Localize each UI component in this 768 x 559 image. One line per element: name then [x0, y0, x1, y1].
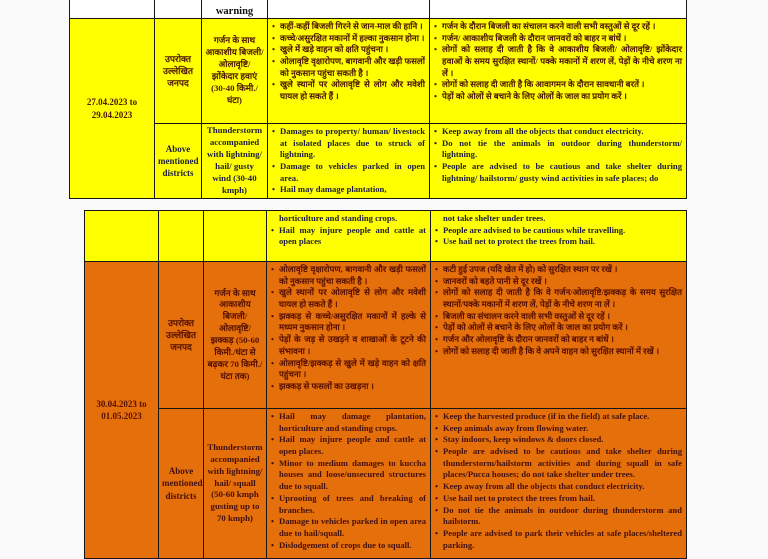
list-item [435, 276, 682, 288]
list-item [435, 287, 682, 310]
list-item [272, 33, 425, 45]
list-item-text: Minor to medium damages to kuccha houses and loose/unsecured structures due to squall. [279, 457, 426, 492]
bullet-icon: • [435, 446, 439, 457]
list-item-text: Keep away from all the objects that conduct electricity. [443, 481, 645, 492]
warning-cell-english: Thunderstorm accompanied with lightning/ hail/ gusty wind (30-40 kmph) [202, 124, 268, 199]
list-item-text: ओलावृष्टि/झक्कड़ से खुले में खड़े वाहन को क्षति पहुंचना । [279, 357, 426, 380]
list-item-text: जानवरों को बहते पानी से दूर रखें । [443, 275, 547, 286]
table-header-row [70, 0, 687, 19]
bullet-icon: • [271, 264, 275, 274]
bullet-icon: • [435, 434, 439, 445]
bullet-icon: • [271, 516, 275, 527]
districts-cell-english: Above mentioned districts [155, 124, 202, 199]
list-item-text: Damage to vehicles parked in open area. [280, 161, 425, 183]
list-item-text: Do not tie the animals in outdoor during thunderstorm and hailstorm. [443, 504, 682, 527]
list-item [271, 287, 426, 310]
list-item-text: Hail may injure people and cattle at open places [279, 224, 426, 247]
list-item [272, 21, 425, 33]
bullet-icon: • [271, 539, 275, 550]
districts-cell-hindi: उपरोक्त उल्लेखित जनपद [159, 262, 204, 409]
bullet-icon: • [435, 236, 439, 247]
bullet-icon: • [272, 184, 276, 195]
advisory-continuation-cell [431, 211, 687, 262]
list-item [272, 161, 425, 184]
bullet-icon: • [271, 434, 275, 445]
bullet-icon: • [435, 310, 439, 321]
bullet-icon: • [435, 345, 439, 356]
list-item [435, 264, 682, 276]
list-item-text: लोगों को सलाह दी जाती है कि आवागमन के दौरान सावधानी बरतें । [442, 79, 645, 90]
warning-cell-english: Thunderstorm accompanied with lightning/ hail/ squall (50-60 kmph gusting up to 70 kmph) [204, 409, 267, 559]
bullet-icon: • [434, 44, 438, 55]
list-item [272, 126, 425, 161]
bullet-icon: • [271, 310, 275, 321]
list-item [435, 346, 682, 358]
list-item [435, 505, 682, 528]
list-item [435, 481, 682, 493]
list-item [435, 311, 682, 323]
list-item [434, 126, 682, 138]
list-item [271, 434, 426, 457]
header-warning-cell: warning [202, 0, 268, 19]
impacts-cell-hindi [268, 19, 430, 124]
bullet-icon: • [435, 422, 439, 433]
date-cell: 27.04.2023 to 29.04.2023 [70, 19, 155, 199]
list-item [435, 236, 682, 248]
advisory-cell-english [431, 409, 687, 559]
list-item [435, 423, 682, 435]
list-item [271, 358, 426, 381]
list-item-text: कच्चे/असुरक्षित मकानों में हल्का नुकसान होना । [280, 32, 425, 43]
list-item [271, 493, 426, 516]
list-item [271, 311, 426, 334]
bullet-icon: • [434, 137, 438, 148]
bullet-icon: • [435, 504, 439, 515]
list-item-text: Damage to vehicles parked in open area due to hail/squall. [279, 516, 426, 538]
bullet-icon: • [434, 91, 438, 102]
warning-cell-hindi: गर्जन के साथ आकाशीय बिजली/ ओलावृष्टि/ झक्कड़ (50-60 किमी./घंटा से बढ़कर 70 किमी./घंटा तक) [204, 262, 267, 409]
list-item [434, 79, 682, 91]
list-item-text: पेड़ों को ओलों से बचाने के लिए ओलों के जाल का प्रयोग करें । [442, 91, 627, 102]
list-item [271, 334, 426, 357]
list-item [434, 21, 682, 33]
list-item [434, 161, 682, 184]
list-item [272, 44, 425, 56]
list-item [435, 528, 682, 551]
list-item-text: Use hail net to protect the trees from hail. [443, 492, 596, 503]
list-item-text: लोगों को सलाह दी जाती है कि वे आकाशीय बिजली/ ओलावृष्टि/ झोंकेदार हवाओं के समय सुरक्षित स्थानों/ पक्के मकानों में शरण लें, पेड़ों के नीचे शरण ना लें । [442, 44, 682, 78]
list-item [434, 91, 682, 103]
list-item-text: कहीं-कहीं बिजली गिरने से जान-माल की हानि । [280, 21, 423, 31]
list-item [272, 56, 425, 79]
districts-cell-hindi: उपरोक्त उल्लेखित जनपद [155, 19, 202, 124]
bullet-icon: • [435, 224, 439, 235]
districts-cell-english: Above mentioned districts [159, 409, 204, 559]
list-item-text: Hail may injure people and cattle at open places. [279, 434, 426, 457]
bullet-icon: • [435, 527, 439, 538]
header-advisory-cell [430, 0, 687, 19]
impacts-cell-hindi [267, 262, 431, 409]
list-item [435, 446, 682, 481]
bullet-icon: • [434, 32, 438, 43]
bullet-icon: • [271, 492, 275, 503]
list-item-text: झक्कड़ से कच्चे/असुरक्षित मकानों में हल्के से मध्यम नुकसान होना । [279, 310, 426, 333]
list-item-text: Keep animals away from flowing water. [443, 422, 589, 433]
list-item-text: Use hail net to protect the trees from hail. [443, 236, 596, 247]
list-item-text: Hail may damage plantation, [280, 184, 387, 195]
list-item [434, 33, 682, 45]
list-item [435, 225, 682, 237]
advisory-cell-hindi [430, 19, 687, 124]
list-item-text: Damages to property/ human/ livestock at isolated places due to struck of lightning. [280, 126, 425, 160]
empty-districts-cell [159, 211, 204, 262]
bullet-icon: • [434, 161, 438, 172]
list-item [272, 79, 425, 102]
bullet-icon: • [435, 275, 439, 286]
bullet-icon: • [435, 492, 439, 503]
bullet-icon: • [434, 79, 438, 90]
bullet-icon: • [271, 357, 275, 368]
bullet-icon: • [271, 457, 275, 468]
list-item [435, 411, 682, 423]
list-item-text: बिजली का संचालन करने वाली सभी वस्तुओं से दूर रहें । [443, 310, 611, 321]
bullet-icon: • [435, 411, 439, 421]
list-item [435, 493, 682, 505]
list-item-text: खुले स्थानों पर ओलावृष्टि से लोग और मवेशी घायल हो सकते हैं । [280, 79, 425, 102]
impacts-continuation-cell [267, 211, 431, 262]
list-item [434, 44, 682, 79]
bullet-icon: • [272, 44, 276, 55]
list-item [271, 213, 426, 225]
list-item-text: ओलावृष्टि वृक्षारोपण, बागवानी और खड़ी फसलों को नुकसान पहुंचा सकती है । [279, 264, 426, 286]
empty-warning-cell [204, 211, 267, 262]
list-item-text: Uprooting of trees and breaking of branches. [279, 492, 426, 515]
bullet-icon: • [435, 287, 439, 298]
list-item [271, 540, 426, 552]
header-impact-cell [268, 0, 430, 19]
list-item [271, 225, 426, 248]
list-item-text: Dislodgement of crops due to squall. [279, 539, 412, 550]
list-item-text: लोगों को सलाह दी जाती है कि वे अपने वाहन को सुरक्षित स्थानों में रखें । [443, 345, 660, 356]
list-item-text: People are advised to be cautious and take shelter during lightning/ hailstorm/ gusty wind activities in safe places; do [442, 161, 682, 183]
date-cell: 30.04.2023 to 01.05.2023 [85, 262, 159, 559]
bullet-icon: • [271, 224, 275, 235]
list-item-text: ओलावृष्टि वृक्षारोपण, बागवानी और खड़ी फसलों को नुकसान पहुंचा सकती है । [280, 56, 425, 78]
list-item-text: Stay indoors, keep windows & doors closed. [443, 434, 604, 445]
bullet-icon: • [272, 79, 276, 90]
list-item-text: पेड़ों के जड़ से उखड़ने व शाखाओं के टूटने की संभावना । [279, 334, 426, 356]
list-item-text: लोगों को सलाह दी जाती है कि वे गर्जन/ओलावृष्टि/झक्कड़ के समय सुरक्षित स्थानों/पक्के मकानों में शरण लें, पेड़ों के नीचे शरण ना लें । [443, 287, 682, 310]
list-item [435, 213, 682, 225]
bullet-icon: • [435, 322, 439, 333]
list-item-text: झक्कड़ से फसलों का उखड़ना । [279, 380, 374, 391]
list-item-text: People are advised to be cautious while travelling. [443, 224, 626, 235]
continuation-row [85, 211, 687, 262]
table1-english-row [70, 124, 687, 199]
bullet-icon: • [272, 21, 276, 31]
bullet-icon: • [271, 334, 275, 345]
list-item-text: People are advised to be cautious and take shelter during thunderstorm/hailstorm activities and during squall in safe places/Pucca houses; do not take shelter under trees. [443, 446, 682, 480]
bullet-icon: • [271, 380, 275, 391]
table1-hindi-row [70, 19, 687, 124]
warning-table-27-29-apr [69, 0, 687, 199]
list-item-text: Keep the harvested produce (if in the field) at safe place. [443, 411, 650, 421]
list-item-text: पेड़ों को ओलों से बचाने के लिए ओलों के जाल का प्रयोग करें । [443, 322, 628, 333]
impacts-cell-english [268, 124, 430, 199]
warning-cell-hindi: गर्जन के साथ आकाशीय बिजली/ ओलावृष्टि/ झोंकेदार हवाएं (30-40 किमी./घंटा) [202, 19, 268, 124]
list-item-text: गर्जन के दौरान बिजली का संचालन करने वाली सभी वस्तुओं से दूर रहें । [442, 21, 656, 31]
list-item-text: People are advised to park their vehicles at safe places/sheltered parking. [443, 527, 682, 550]
list-item-text: Hail may damage plantation, horticulture and standing crops. [279, 411, 426, 433]
bullet-icon [271, 213, 279, 225]
empty-date-cell [85, 211, 159, 262]
bullet-icon: • [435, 264, 439, 274]
advisory-cell-hindi [431, 262, 687, 409]
list-item-text: गर्जन/ आकाशीय बिजली के दौरान जानवरों को बाहर न बांधें । [442, 32, 627, 43]
impacts-cell-english [267, 409, 431, 559]
bullet-icon: • [434, 21, 438, 31]
list-item [271, 458, 426, 493]
list-item-text: Do not tie the animals in outdoor during thunderstorm/ lightning. [442, 137, 682, 160]
list-item-text: गर्जन और ओलावृष्टि के दौरान जानवरों को बाहर न बांधें । [443, 334, 614, 345]
bullet-icon: • [272, 126, 276, 136]
header-date-cell [70, 0, 155, 19]
table2-hindi-row [85, 262, 687, 409]
list-item [434, 138, 682, 161]
list-item [435, 322, 682, 334]
list-item-text: कटी हुई उपज (यदि खेत में हो) को सुरक्षित स्थान पर रखें । [443, 264, 618, 274]
bullet-icon: • [435, 334, 439, 345]
bullet-icon: • [434, 126, 438, 136]
bullet-icon [435, 213, 443, 225]
list-item-text: horticulture and standing crops. [279, 213, 398, 223]
list-item [271, 411, 426, 434]
bullet-icon: • [272, 32, 276, 43]
bullet-icon: • [272, 56, 276, 67]
list-item [435, 434, 682, 446]
header-districts-cell [155, 0, 202, 19]
bullet-icon: • [435, 481, 439, 492]
table2-english-row [85, 409, 687, 559]
list-item-text: Keep away from all the objects that conduct electricity. [442, 126, 644, 136]
list-item [271, 516, 426, 539]
bullet-icon: • [271, 287, 275, 298]
list-item [271, 264, 426, 287]
list-item [271, 381, 426, 393]
advisory-cell-english [430, 124, 687, 199]
list-item-text: खुले स्थानों पर ओलावृष्टि से लोग और मवेशी घायल हो सकते हैं । [279, 287, 426, 310]
bullet-icon: • [272, 161, 276, 172]
list-item-text: not take shelter under trees. [443, 213, 546, 223]
warning-table-30apr-01may [84, 210, 687, 559]
bullet-icon: • [271, 411, 275, 421]
list-item-text: खुले में खड़े वाहन को क्षति पहुंचना । [280, 44, 389, 55]
list-item [272, 184, 425, 196]
list-item [435, 334, 682, 346]
